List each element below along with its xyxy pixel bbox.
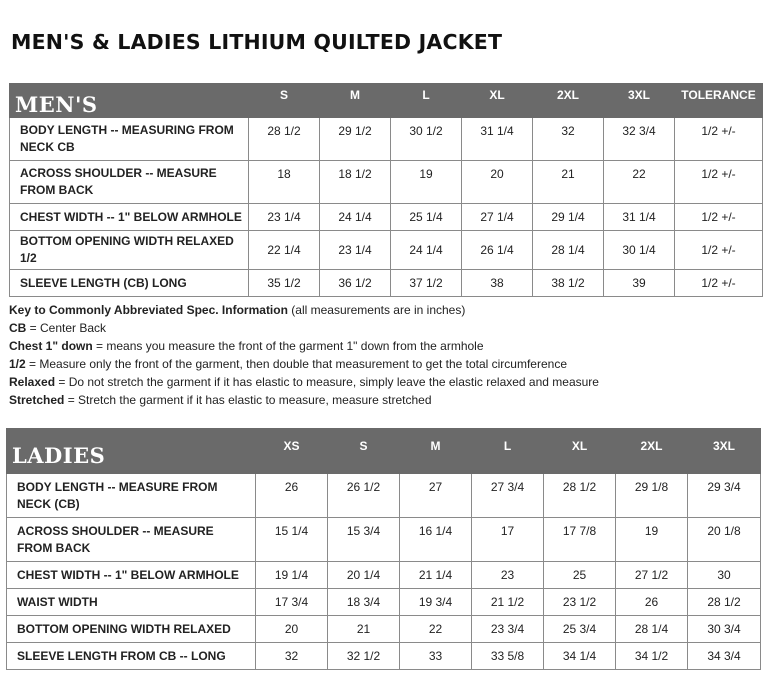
- table-cell: 30: [688, 562, 761, 589]
- key-term: CB: [9, 321, 27, 335]
- table-cell: 18 1/2: [320, 161, 391, 204]
- key-heading-note: (all measurements are in inches): [287, 303, 466, 317]
- mens-col-tolerance: TOLERANCE: [675, 84, 763, 118]
- row-label: BOTTOM OPENING WIDTH RELAXED: [7, 616, 256, 643]
- table-cell: 34 1/4: [544, 643, 616, 670]
- mens-col-3xl: 3XL: [604, 84, 675, 118]
- table-cell: 30 1/4: [604, 231, 675, 270]
- key-heading: Key to Commonly Abbreviated Spec. Information: [9, 303, 288, 317]
- table-cell: 39: [604, 270, 675, 297]
- mens-size-table: [9, 83, 763, 297]
- key-desc: = Center Back: [26, 321, 107, 335]
- table-cell: 27: [400, 474, 472, 518]
- row-label: SLEEVE LENGTH (CB) LONG: [10, 270, 249, 297]
- key-desc: = Stretch the garment if it has elastic to measure, measure stretched: [64, 393, 432, 407]
- table-cell: 20: [462, 161, 533, 204]
- mens-col-2xl: 2XL: [533, 84, 604, 118]
- mens-col-s: S: [249, 84, 320, 118]
- table-row: [7, 562, 761, 589]
- ladies-col-m: M: [400, 429, 472, 474]
- table-cell: 25: [544, 562, 616, 589]
- table-cell: 21: [533, 161, 604, 204]
- table-cell: 23 1/4: [320, 231, 391, 270]
- table-cell: 19: [616, 518, 688, 562]
- table-cell: 23 1/4: [249, 204, 320, 231]
- table-cell: 33 5/8: [472, 643, 544, 670]
- table-cell: 35 1/2: [249, 270, 320, 297]
- page-title: MEN'S & LADIES LITHIUM QUILTED JACKET: [11, 30, 503, 54]
- table-cell: 27 1/2: [616, 562, 688, 589]
- table-cell: 19 3/4: [400, 589, 472, 616]
- ladies-section-title: LADIES: [7, 429, 256, 474]
- key-desc: = Do not stretch the garment if it has elastic to measure, simply leave the elastic relaxed and measure: [55, 375, 599, 389]
- table-cell: 21 1/4: [400, 562, 472, 589]
- table-cell: 22 1/4: [249, 231, 320, 270]
- table-cell: 25 1/4: [391, 204, 462, 231]
- table-row: [10, 118, 763, 161]
- table-cell: 21 1/2: [472, 589, 544, 616]
- table-cell: 21: [328, 616, 400, 643]
- key-term: Stretched: [9, 393, 65, 407]
- ladies-col-2xl: 2XL: [616, 429, 688, 474]
- key-term: Chest 1" down: [9, 339, 93, 353]
- table-cell: 38: [462, 270, 533, 297]
- table-cell: 31 1/4: [604, 204, 675, 231]
- table-row: [7, 616, 761, 643]
- table-cell: 34 3/4: [688, 643, 761, 670]
- table-row: [7, 589, 761, 616]
- table-cell: 20 1/8: [688, 518, 761, 562]
- row-label: BOTTOM OPENING WIDTH RELAXED 1/2: [10, 231, 249, 270]
- ladies-col-xl: XL: [544, 429, 616, 474]
- table-cell: 24 1/4: [391, 231, 462, 270]
- key-item: [9, 355, 599, 373]
- key-heading-line: [9, 301, 599, 319]
- table-row: [10, 270, 763, 297]
- table-cell: 20 1/4: [328, 562, 400, 589]
- table-row: [10, 161, 763, 204]
- row-label: ACROSS SHOULDER -- MEASURE FROM BACK: [10, 161, 249, 204]
- table-cell: 1/2 +/-: [675, 204, 763, 231]
- abbreviation-key: [9, 301, 599, 409]
- mens-header-row: [10, 84, 763, 118]
- table-cell: 28 1/4: [533, 231, 604, 270]
- row-label: CHEST WIDTH -- 1" BELOW ARMHOLE: [7, 562, 256, 589]
- table-cell: 23 3/4: [472, 616, 544, 643]
- table-cell: 27 1/4: [462, 204, 533, 231]
- table-cell: 15 1/4: [256, 518, 328, 562]
- table-row: [10, 231, 763, 270]
- ladies-col-s: S: [328, 429, 400, 474]
- key-desc: = means you measure the front of the garment 1" down from the armhole: [92, 339, 484, 353]
- table-cell: 25 3/4: [544, 616, 616, 643]
- mens-col-m: M: [320, 84, 391, 118]
- table-cell: 26 1/4: [462, 231, 533, 270]
- table-cell: 32 3/4: [604, 118, 675, 161]
- table-cell: 32 1/2: [328, 643, 400, 670]
- table-cell: 17 7/8: [544, 518, 616, 562]
- table-cell: 24 1/4: [320, 204, 391, 231]
- ladies-header-row: [7, 429, 761, 474]
- ladies-size-table: [6, 428, 761, 670]
- table-cell: 28 1/2: [249, 118, 320, 161]
- key-item: [9, 391, 599, 409]
- table-cell: 15 3/4: [328, 518, 400, 562]
- row-label: BODY LENGTH -- MEASURE FROM NECK (CB): [7, 474, 256, 518]
- key-item: [9, 337, 599, 355]
- key-term: 1/2: [9, 357, 26, 371]
- mens-col-xl: XL: [462, 84, 533, 118]
- key-item: [9, 373, 599, 391]
- table-cell: 36 1/2: [320, 270, 391, 297]
- table-cell: 28 1/2: [544, 474, 616, 518]
- table-row: [7, 643, 761, 670]
- key-desc: = Measure only the front of the garment, then double that measurement to get the total circumference: [25, 357, 567, 371]
- ladies-col-l: L: [472, 429, 544, 474]
- table-cell: 37 1/2: [391, 270, 462, 297]
- ladies-col-xs: XS: [256, 429, 328, 474]
- table-row: [10, 204, 763, 231]
- table-cell: 32: [533, 118, 604, 161]
- table-row: [7, 474, 761, 518]
- table-cell: 34 1/2: [616, 643, 688, 670]
- table-cell: 29 1/4: [533, 204, 604, 231]
- table-cell: 22: [400, 616, 472, 643]
- table-cell: 17 3/4: [256, 589, 328, 616]
- table-cell: 22: [604, 161, 675, 204]
- table-cell: 38 1/2: [533, 270, 604, 297]
- table-cell: 19: [391, 161, 462, 204]
- row-label: CHEST WIDTH -- 1" BELOW ARMHOLE: [10, 204, 249, 231]
- table-cell: 33: [400, 643, 472, 670]
- table-cell: 32: [256, 643, 328, 670]
- row-label: SLEEVE LENGTH FROM CB -- LONG: [7, 643, 256, 670]
- table-cell: 18 3/4: [328, 589, 400, 616]
- table-cell: 17: [472, 518, 544, 562]
- table-cell: 29 1/2: [320, 118, 391, 161]
- key-term: Relaxed: [9, 375, 56, 389]
- key-item: [9, 319, 599, 337]
- table-cell: 1/2 +/-: [675, 161, 763, 204]
- table-cell: 30 3/4: [688, 616, 761, 643]
- table-cell: 31 1/4: [462, 118, 533, 161]
- table-cell: 16 1/4: [400, 518, 472, 562]
- table-cell: 23: [472, 562, 544, 589]
- table-row: [7, 518, 761, 562]
- row-label: ACROSS SHOULDER -- MEASURE FROM BACK: [7, 518, 256, 562]
- table-cell: 26: [616, 589, 688, 616]
- table-cell: 23 1/2: [544, 589, 616, 616]
- table-cell: 28 1/4: [616, 616, 688, 643]
- ladies-col-3xl: 3XL: [688, 429, 761, 474]
- table-cell: 1/2 +/-: [675, 231, 763, 270]
- table-cell: 29 1/8: [616, 474, 688, 518]
- table-cell: 26 1/2: [328, 474, 400, 518]
- table-cell: 18: [249, 161, 320, 204]
- row-label: BODY LENGTH -- MEASURING FROM NECK CB: [10, 118, 249, 161]
- table-cell: 29 3/4: [688, 474, 761, 518]
- table-cell: 30 1/2: [391, 118, 462, 161]
- table-cell: 1/2 +/-: [675, 270, 763, 297]
- table-cell: 20: [256, 616, 328, 643]
- mens-section-title: MEN'S: [10, 84, 249, 118]
- table-cell: 26: [256, 474, 328, 518]
- table-cell: 27 3/4: [472, 474, 544, 518]
- table-cell: 19 1/4: [256, 562, 328, 589]
- row-label: WAIST WIDTH: [7, 589, 256, 616]
- table-cell: 28 1/2: [688, 589, 761, 616]
- mens-col-l: L: [391, 84, 462, 118]
- table-cell: 1/2 +/-: [675, 118, 763, 161]
